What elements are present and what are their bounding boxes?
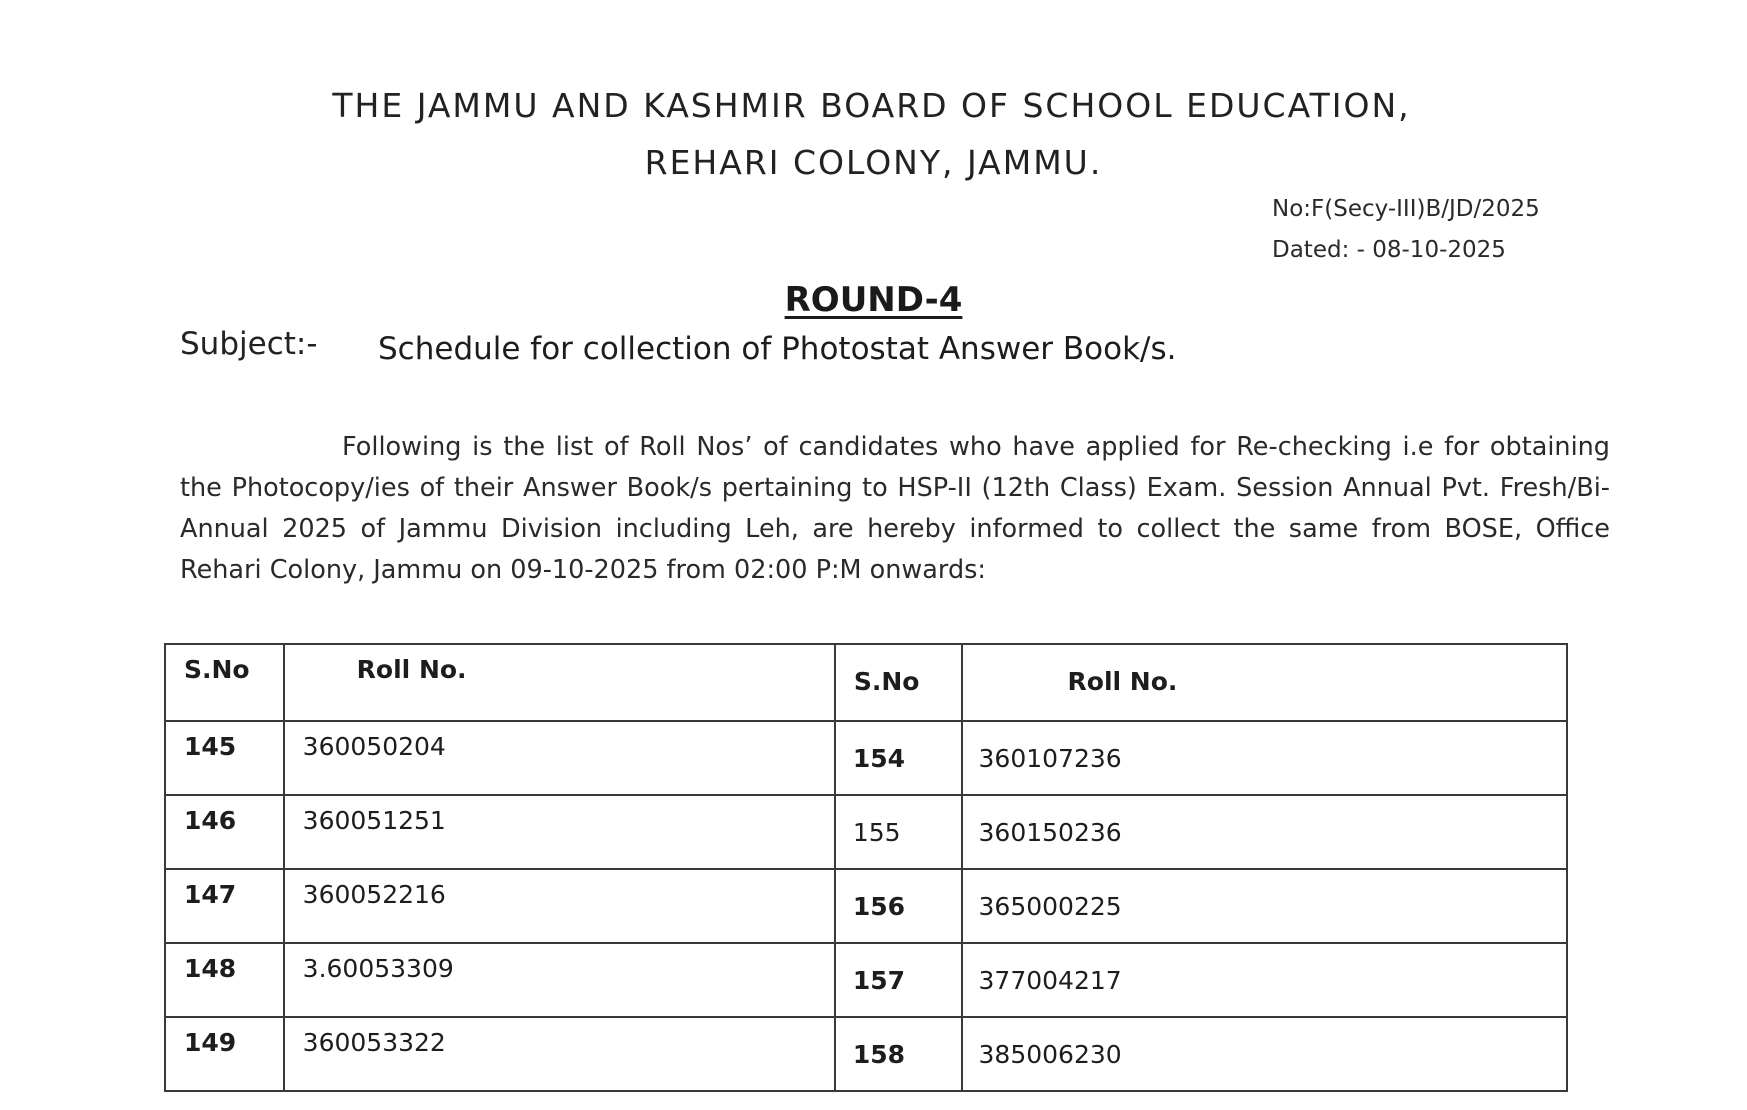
header-cell-roll-left	[284, 644, 835, 721]
sno-left-cell	[165, 795, 284, 869]
table-row	[165, 869, 1567, 943]
sno-left-cell	[165, 721, 284, 795]
subject-text: Schedule for collection of Photostat Answer Book/s.	[378, 331, 1177, 367]
roll-left: 360051251	[302, 806, 446, 835]
roll-right-cell	[962, 795, 1567, 869]
sno-left: 146	[184, 806, 237, 835]
sno-right: 154	[852, 744, 905, 773]
header-sno-left-label: S.No	[184, 655, 250, 684]
roll-right-cell	[962, 721, 1567, 795]
table-row	[165, 795, 1567, 869]
sno-right-cell	[835, 721, 962, 795]
sno-right-cell	[835, 869, 962, 943]
round-title: ROUND-4	[784, 280, 963, 320]
sno-left: 145	[184, 732, 237, 761]
header-cell-sno-right	[835, 644, 962, 721]
sno-right: 155	[852, 818, 901, 847]
board-name-heading: THE JAMMU AND KASHMIR BOARD OF SCHOOL EDUCATION,	[332, 86, 1411, 125]
roll-left: 360053322	[302, 1028, 446, 1057]
header-sno-right-label: S.No	[853, 667, 920, 696]
roll-left-cell	[284, 721, 835, 795]
sno-right: 156	[852, 892, 905, 921]
reference-number: No:F(Secy-III)B/JD/2025	[1272, 196, 1540, 222]
sno-right-cell	[835, 943, 962, 1017]
roll-number-table	[164, 643, 1568, 1092]
roll-left-cell	[284, 1017, 835, 1091]
roll-left: 360050204	[302, 732, 446, 761]
roll-right: 360150236	[978, 818, 1122, 847]
header-cell-sno-left	[165, 644, 284, 721]
roll-left: 360052216	[302, 880, 446, 909]
roll-left-cell	[284, 795, 835, 869]
table-row	[165, 721, 1567, 795]
header-cell-roll-right	[962, 644, 1567, 721]
roll-left-cell	[284, 943, 835, 1017]
roll-right: 385006230	[978, 1040, 1122, 1069]
roll-right-cell	[962, 943, 1567, 1017]
subject-label: Subject:-	[180, 326, 318, 362]
table-row	[165, 1017, 1567, 1091]
header-roll-right-label: Roll No.	[1067, 667, 1178, 696]
roll-right: 360107236	[978, 744, 1122, 773]
sno-right: 158	[852, 1040, 905, 1069]
reference-date: Dated: - 08-10-2025	[1272, 237, 1506, 263]
board-address-heading: REHARI COLONY, JAMMU.	[644, 143, 1103, 182]
sno-left-cell	[165, 943, 284, 1017]
sno-right: 157	[852, 966, 905, 995]
sno-left-cell	[165, 1017, 284, 1091]
roll-right: 377004217	[978, 966, 1122, 995]
table-header-row	[165, 644, 1567, 721]
sno-right-cell	[835, 1017, 962, 1091]
sno-left: 148	[184, 954, 237, 983]
roll-left-cell	[284, 869, 835, 943]
header-roll-left-label: Roll No.	[356, 655, 467, 684]
sno-left: 147	[184, 880, 237, 909]
sno-left: 149	[184, 1028, 237, 1057]
roll-right: 365000225	[978, 892, 1122, 921]
table-row	[165, 943, 1567, 1017]
roll-right-cell	[962, 869, 1567, 943]
roll-left: 3.60053309	[302, 954, 454, 983]
notice-paragraph: Following is the list of Roll Nos’ of candidates who have applied for Re-checking i.e for obtaining the Photocopy/ies of their Answer Book/s pertaining to HSP-II (12th Class) Exam. Session Annual Pvt. Fresh/Bi-Annual 2025 of Jammu Division including Leh, are hereby informed to collect the same from BOSE, Office Rehari Colony, Jammu on 09-10-2025 from 02:00 P:M onwards:	[180, 432, 1610, 585]
roll-right-cell	[962, 1017, 1567, 1091]
sno-left-cell	[165, 869, 284, 943]
sno-right-cell	[835, 795, 962, 869]
